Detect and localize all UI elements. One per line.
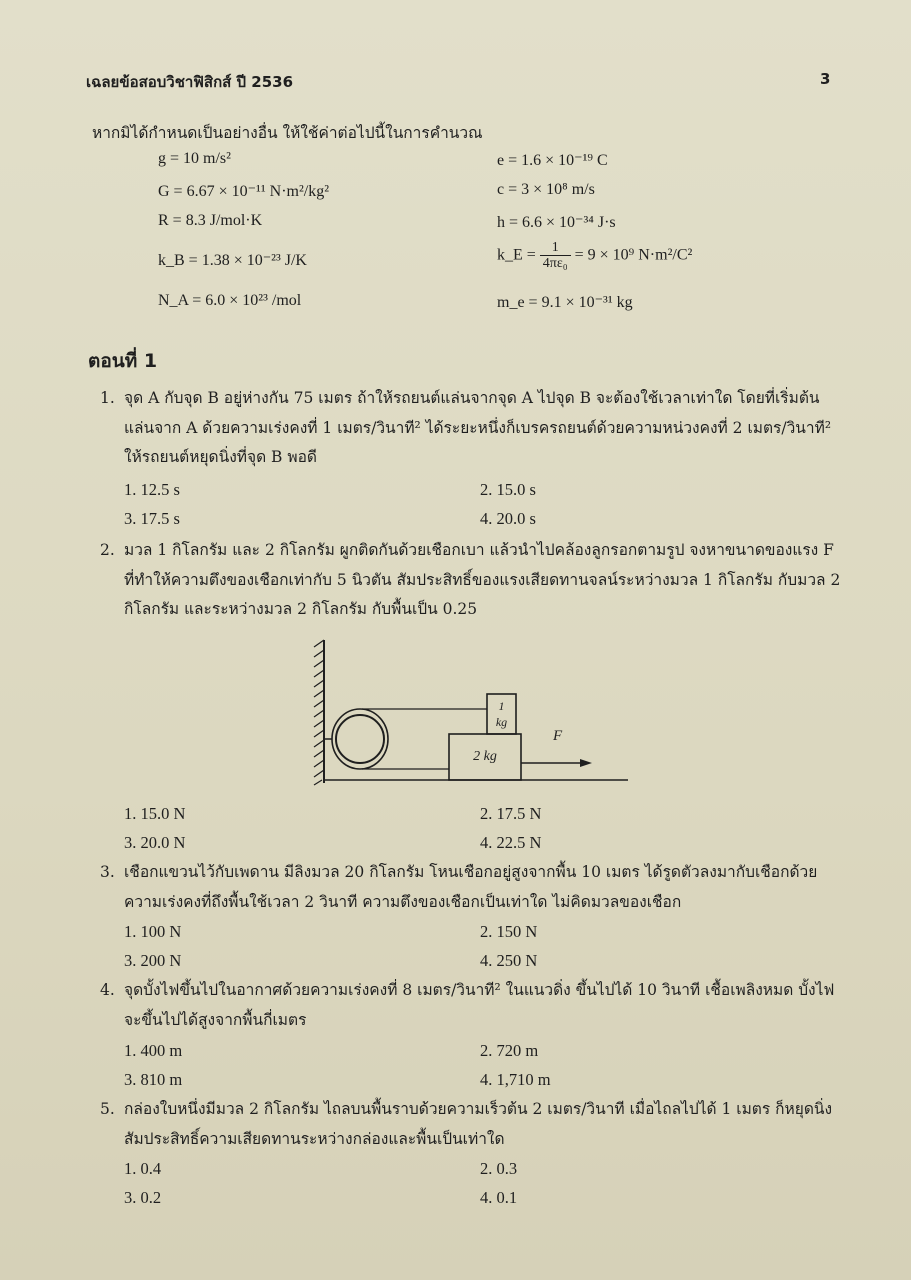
q5-option-4[interactable]: 4. 0.1: [480, 1188, 518, 1207]
q4-option-1[interactable]: 1. 400 m: [124, 1041, 183, 1060]
question-5: [100, 1095, 845, 1154]
constant-kE: [497, 240, 692, 272]
question-2: [100, 536, 845, 625]
q2-option-2[interactable]: 2. 17.5 N: [480, 804, 542, 823]
q1-option-1[interactable]: 1. 12.5 s: [124, 480, 180, 499]
constant-g: g = 10 m/s²: [158, 150, 231, 167]
question-text: กล่องใบหนึ่งมีมวล 2 กิโลกรัม ไถลบนพื้นราบด้วยความเร็วต้น 2 เมตร/วินาที เมื่อไถลไปได้ 1 เมตร ก็หยุดนิ่ง สัมประสิทธิ์ความเสียดทานระหว่างกล่องและพื้นเป็นเท่าใด: [124, 1100, 833, 1148]
constant-me: m_e = 9.1 × 10⁻³¹ kg: [497, 294, 633, 311]
q4-option-3[interactable]: 3. 810 m: [124, 1070, 183, 1089]
constant-kE-fraction: [540, 240, 571, 272]
block-2kg-label: 2 kg: [473, 749, 497, 764]
question-number: 4.: [100, 981, 115, 999]
page-header-title: เฉลยข้อสอบวิชาฟิสิกส์ ปี 2536: [86, 73, 294, 91]
q5-option-3[interactable]: 3. 0.2: [124, 1188, 162, 1207]
constant-kE-denominator: 4πε₀: [542, 256, 568, 272]
q5-option-1[interactable]: 1. 0.4: [124, 1159, 162, 1178]
constant-kE-right: = 9 × 10⁹ N·m²/C²: [574, 246, 693, 264]
question-3: [100, 858, 845, 917]
constant-kB: k_B = 1.38 × 10⁻²³ J/K: [158, 252, 307, 269]
wall-hatching: [314, 640, 324, 785]
q3-option-1[interactable]: 1. 100 N: [124, 922, 182, 941]
q2-option-4[interactable]: 4. 22.5 N: [480, 833, 542, 852]
q3-option-2[interactable]: 2. 150 N: [480, 922, 538, 941]
block-1kg-label-top: 1: [498, 699, 505, 713]
constant-R: R = 8.3 J/mol·K: [158, 212, 263, 229]
section-title: ตอนที่ 1: [88, 350, 158, 372]
question-number: 3.: [100, 863, 115, 881]
force-label: F: [553, 728, 563, 744]
intro-text: หากมิได้กำหนดเป็นอย่างอื่น ให้ใช้ค่าต่อไปนี้ในการคำนวณ: [92, 124, 483, 142]
block-1kg-label-bottom: kg: [495, 715, 508, 729]
question-text: จุด A กับจุด B อยู่ห่างกัน 75 เมตร ถ้าให้รถยนต์แล่นจากจุด A ไปจุด B จะต้องใช้เวลาเท่าใด โดยที่เริ่มต้นแล่นจาก A ด้วยความเร่งคงที่ 1 เมตร/วินาที² ได้ระยะหนึ่งก็เบรครถยนต์ด้วยความหน่วงคงที่ 2 เมตร/วินาที² ให้รถยนต์หยุดนิ่งที่จุด B พอดี: [124, 389, 832, 466]
q1-option-4[interactable]: 4. 20.0 s: [480, 509, 536, 528]
q3-option-3[interactable]: 3. 200 N: [124, 951, 182, 970]
question-text: เชือกแขวนไว้กับเพดาน มีลิงมวล 20 กิโลกรัม โหนเชือกอยู่สูงจากพื้น 10 เมตร ได้รูดตัวลงมากับเชือกด้วยความเร่งคงที่ถึงพื้นใช้เวลา 2 วินาที ความตึงของเชือกเป็นเท่าใด ไม่คิดมวลของเชือก: [124, 863, 818, 911]
constant-kE-left: k_E =: [497, 246, 536, 264]
q2-option-1[interactable]: 1. 15.0 N: [124, 804, 186, 823]
q2-option-3[interactable]: 3. 20.0 N: [124, 833, 186, 852]
pulley-figure: [300, 635, 640, 795]
q5-option-2[interactable]: 2. 0.3: [480, 1159, 518, 1178]
constant-h: h = 6.6 × 10⁻³⁴ J·s: [497, 214, 616, 231]
q1-option-3[interactable]: 3. 17.5 s: [124, 509, 180, 528]
constant-kE-numerator: 1: [540, 240, 571, 256]
force-arrow-head: [580, 759, 592, 767]
q4-option-4[interactable]: 4. 1,710 m: [480, 1070, 551, 1089]
question-number: 1.: [100, 389, 115, 407]
question-number: 5.: [100, 1100, 115, 1118]
question-number: 2.: [100, 541, 115, 559]
question-1: [100, 384, 845, 473]
q3-option-4[interactable]: 4. 250 N: [480, 951, 538, 970]
q1-option-2[interactable]: 2. 15.0 s: [480, 480, 536, 499]
pulley-housing: [332, 709, 388, 769]
question-text: มวล 1 กิโลกรัม และ 2 กิโลกรัม ผูกติดกันด้วยเชือกเบา แล้วนำไปคล้องลูกรอกตามรูป จงหาขนาดของแรง F ที่ทำให้ความตึงของเชือกเท่ากับ 5 นิวตัน สัมประสิทธิ์ของแรงเสียดทานจลน์ระหว่างมวล 1 กิโลกรัม กับมวล 2 กิโลกรัม และระหว่างมวล 2 กิโลกรัม กับพื้นเป็น 0.25: [124, 541, 841, 618]
constant-NA: N_A = 6.0 × 10²³ /mol: [158, 292, 302, 309]
constant-c: c = 3 × 10⁸ m/s: [497, 181, 595, 198]
page-number: 3: [820, 70, 831, 88]
pulley-wheel: [336, 715, 384, 763]
question-text: จุดบั้งไฟขึ้นไปในอากาศด้วยความเร่งคงที่ 8 เมตร/วินาที² ในแนวดิ่ง ขึ้นไปได้ 10 วินาที เชื้อเพลิงหมด บั้งไฟจะขึ้นไปได้สูงจากพื้นกี่เมตร: [124, 981, 835, 1029]
constant-e: e = 1.6 × 10⁻¹⁹ C: [497, 152, 608, 169]
question-4: [100, 976, 845, 1035]
q4-option-2[interactable]: 2. 720 m: [480, 1041, 539, 1060]
constant-G: G = 6.67 × 10⁻¹¹ N·m²/kg²: [158, 183, 330, 200]
